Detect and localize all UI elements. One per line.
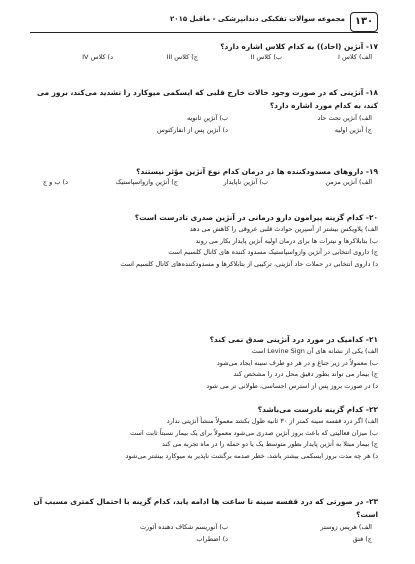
- option-d: د) در صورت بروز پس از استرس احساسی، طولانی تر می شود: [206, 381, 378, 390]
- option-d: د) اضطراب: [196, 535, 228, 543]
- question-stem: ۱۷- آنژین (احاد)) به کدام کلاس اشاره دارد؟: [220, 42, 378, 51]
- page-number: ۱۳۰: [350, 12, 378, 32]
- options-row: [30, 126, 378, 138]
- question-stem: ۲۳- در صورتی که درد قفسه سینه تا ساعت ها ادامه یابد، کدام گزینه با احتمال کمتری مسبب آن است؟: [33, 497, 378, 519]
- option-b: ب) بتابلاکرها و نیترات ها برای درمان اولیه آنژین پایدار بکار می روند: [195, 236, 378, 245]
- question-19: [30, 165, 378, 190]
- page-header: [30, 12, 378, 32]
- option-c: ج) کلاس III: [166, 53, 198, 61]
- option-d: د) داروی انتخابی در حملات حاد آنژینی، ترکیبی از بتابلاکرها و مسدودکننده‌های کانال کلسیم است: [120, 259, 378, 268]
- option-c: ج) آنژین اولیه: [334, 126, 372, 134]
- option-b: ب) معمولاً در زیر جناغ و در هر دو طرف سینه ایجاد می‌شود: [216, 358, 378, 367]
- option-a: الف) هرپس زوستر: [320, 523, 372, 531]
- question-17: [30, 40, 378, 65]
- question-stem: ۲۲- کدام گزینه نادرست می‌باشد؟: [257, 405, 378, 414]
- question-stem: ۲۱- کدامیک در مورد درد آنژینی صدق نمی کند؟: [209, 335, 378, 344]
- option-a: الف) کلاس I: [337, 53, 372, 61]
- options-row: [30, 178, 378, 190]
- option-b: ب) آنژین ثانویه: [187, 114, 228, 122]
- options-row: [30, 114, 378, 126]
- question-stem: ۱۹- داروهای مسدودکننده ها در درمان کدام نوع آنژین مؤثر نیستند؟: [136, 167, 378, 176]
- header-title: مجموعه سوالات تفکیکی دندانپزشکی - ماقبل ۲۰۱۵: [170, 15, 345, 23]
- question-18: [30, 86, 378, 138]
- options-row: [30, 535, 378, 547]
- question-23: [30, 495, 378, 547]
- question-20: [30, 211, 378, 270]
- option-c: ج) آنژین وازواسپاستیک: [115, 178, 178, 186]
- option-d: د) کلاس IV: [82, 53, 113, 61]
- option-a: الف) یکی از نشانه های آن Levine Sign است: [251, 347, 378, 355]
- option-b: ب) آنژین ناپایدار: [223, 178, 268, 186]
- option-a: الف) پلاویکس بیشتر از آسپرین حوادث قلبی عروقی را کاهش می دهد: [189, 225, 378, 233]
- options-row: [30, 523, 378, 535]
- option-c: ج) داروی انتخابی در آنژین وازواسپاستیک مسدود کننده های کانال کلسیم است: [168, 248, 378, 256]
- option-b: ب) کلاس II: [250, 53, 282, 61]
- option-a: الف) اگر درد قفسه سینه کمتر از ۳۰ ثانیه طول بکشد معمولاً منشأ آنژینی ندارد: [166, 417, 378, 425]
- option-c: ج) فتق: [352, 535, 372, 543]
- question-21: [30, 333, 378, 392]
- options-row: [30, 53, 378, 65]
- question-22: [30, 403, 378, 462]
- question-stem: ۲۰- کدام گزینه پیرامون دارو درمانی در آنژین صدری نادرست است؟: [134, 213, 378, 222]
- header-divider: [30, 32, 378, 33]
- option-b: ب) میزان فعالیتی که باعث بروز آنژین صدری می‌شود معمولاً برای یک بیمار نسبتاً ثابت است: [130, 428, 378, 437]
- option-a: الف) آنژین تحت حاد: [317, 114, 372, 122]
- question-stem: ۱۸- آنژینی که در صورت وجود حالات خارج قلبی که ایسکمی میوکارد را تشدید می‌کند، بروز می کند، به کدام مورد اشاره دارد؟: [37, 88, 378, 110]
- option-c: ج) بیمار مبتلا به آنژین پایدار بطور متوسط یک یا دو حمله را در ماه تجربه می کند: [161, 440, 378, 448]
- option-d: د) ب و ج: [42, 178, 68, 186]
- option-d: د) آنژین پس از انفارکتوس: [156, 126, 228, 134]
- option-b: ب) آنوریسم شکاف دهنده آئورت: [139, 523, 228, 531]
- option-c: ج) بیمار می تواند بطور دقیق محل درد را مشخص کند: [233, 370, 378, 378]
- option-a: الف) آنژین مزمن: [325, 178, 372, 186]
- option-d: د) هر چه مدت بروز ایسکمی بیشتر باشد، خطر صدمه برگشت ناپذیر به میوکارد بیشتر می‌شود: [125, 451, 378, 460]
